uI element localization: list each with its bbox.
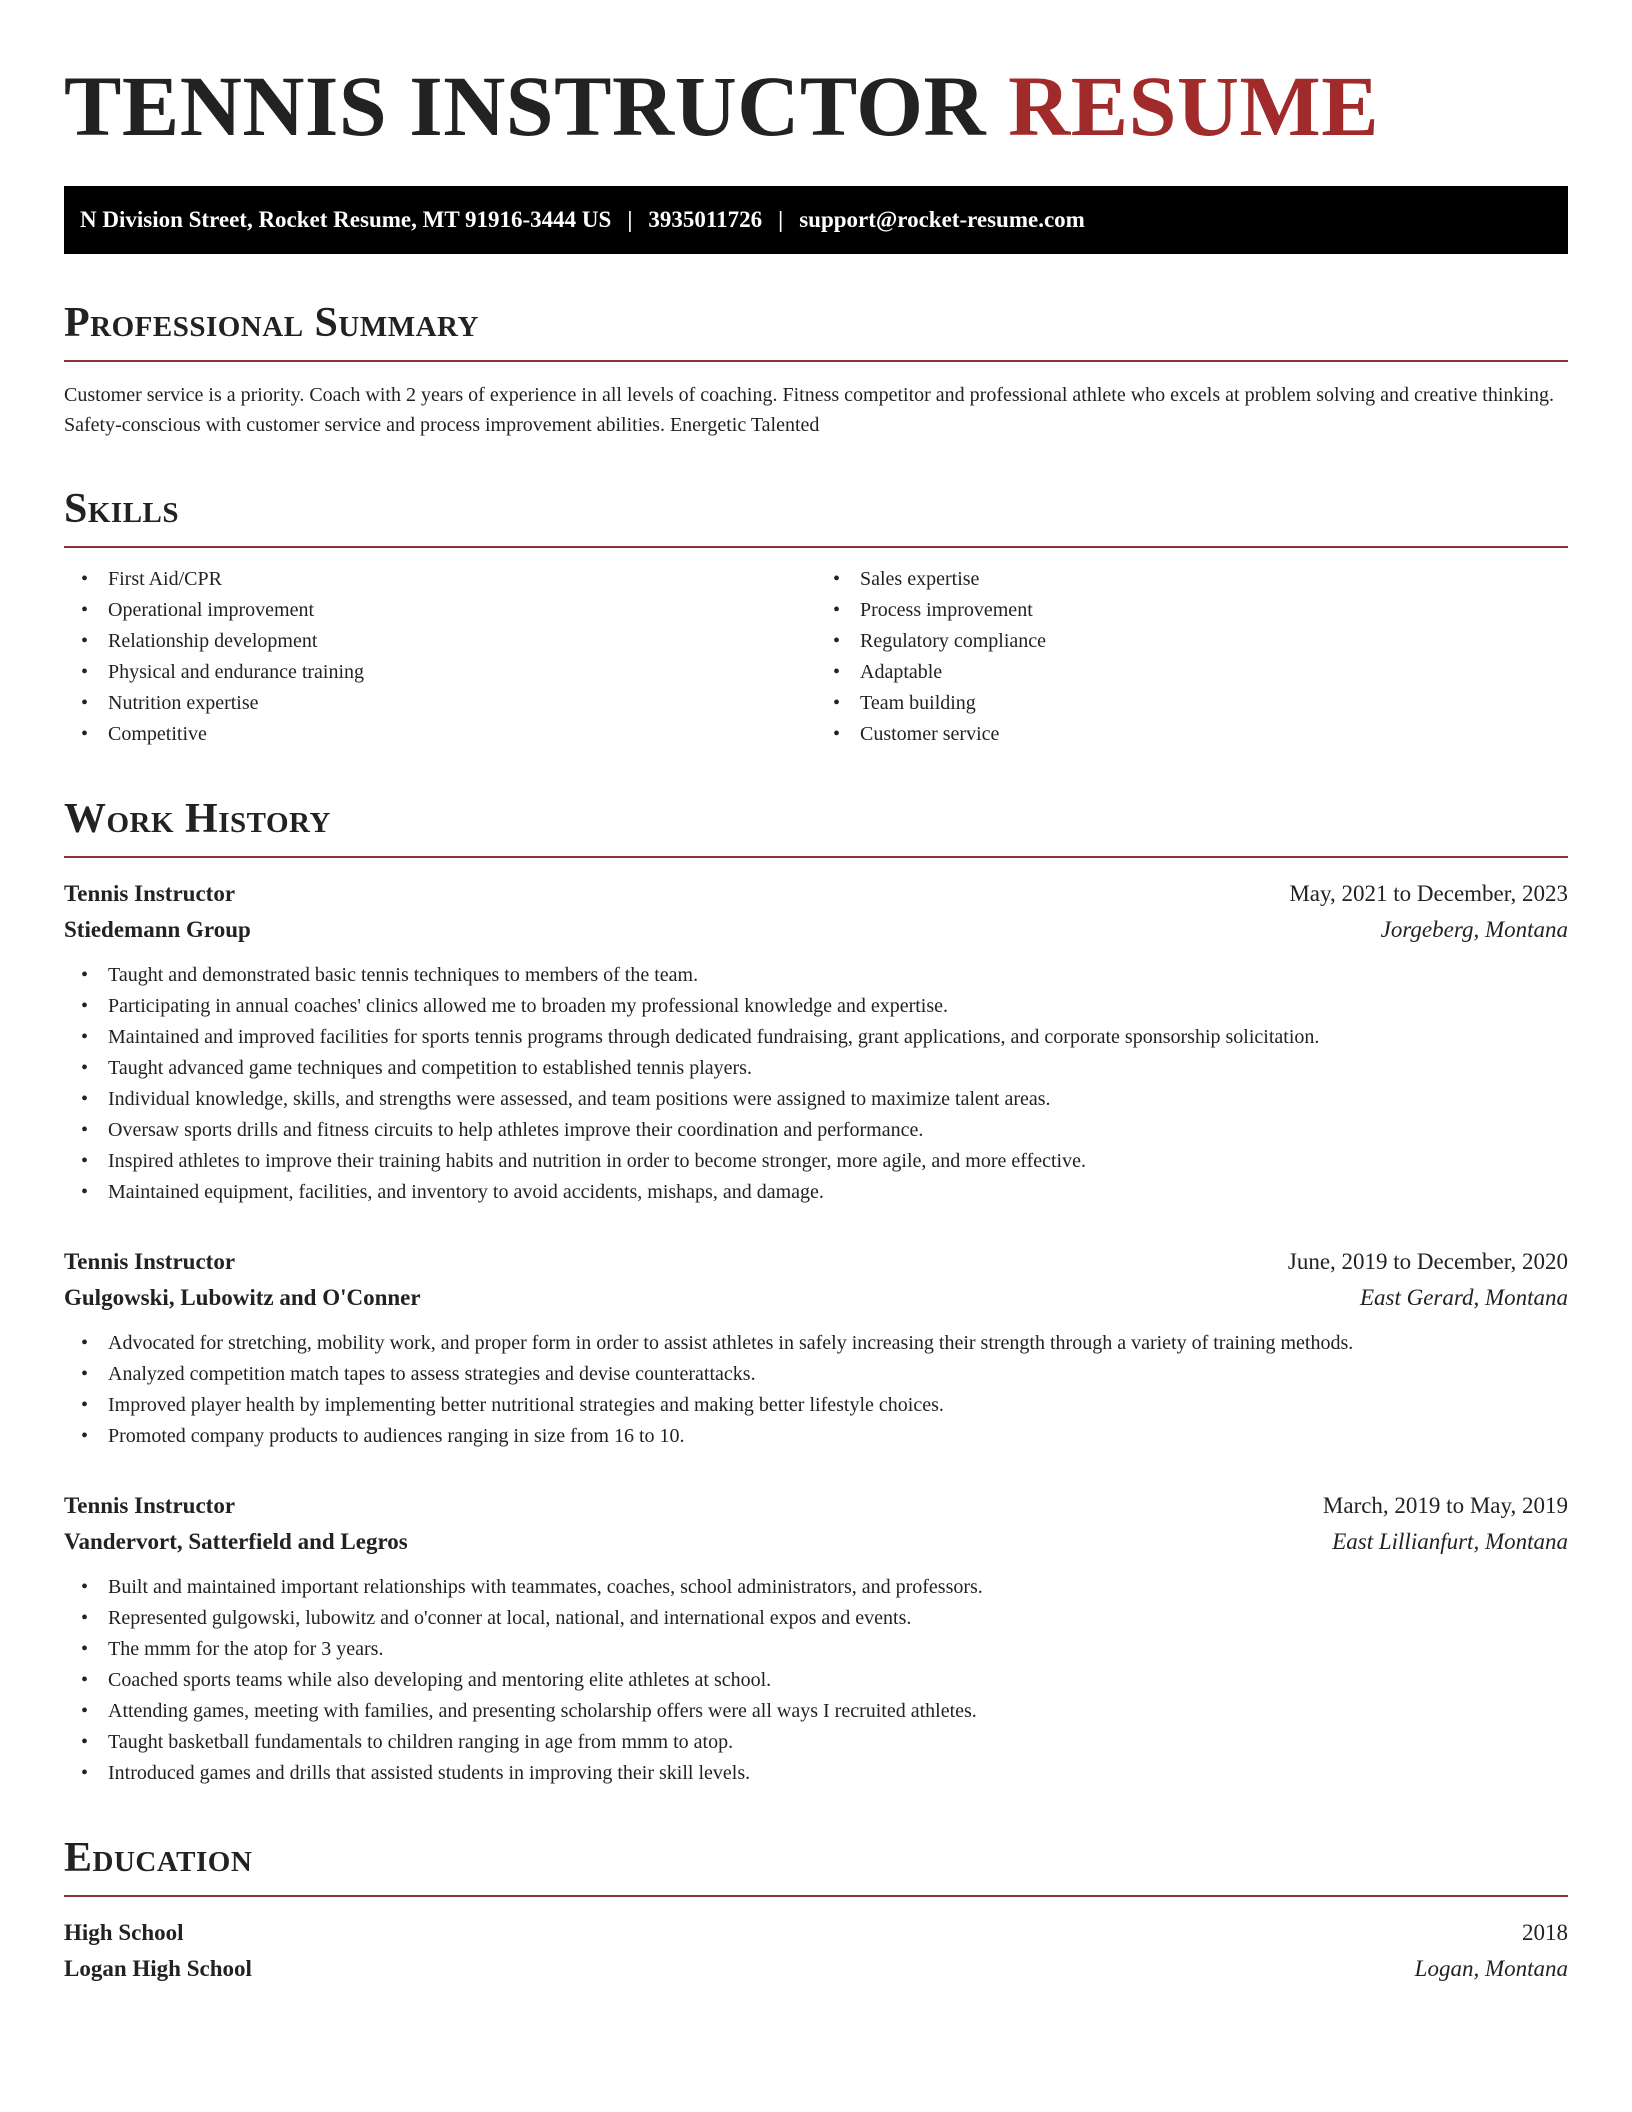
job-bullet: • Represented gulgowski, lubowitz and o'conner at local, national, and international expos and events. bbox=[108, 1603, 1568, 1634]
skill-item: • Customer service bbox=[860, 719, 1568, 750]
skill-item: • Adaptable bbox=[860, 657, 1568, 688]
skill-item: • Process improvement bbox=[860, 595, 1568, 626]
skill-item: • Sales expertise bbox=[860, 564, 1568, 595]
job-bullet: • Oversaw sports drills and fitness circuits to help athletes improve their coordination and performance. bbox=[108, 1115, 1568, 1146]
job-bullets bbox=[64, 960, 1568, 1208]
job-bullet: • Maintained equipment, facilities, and inventory to avoid accidents, mishaps, and damage. bbox=[108, 1177, 1568, 1208]
contact-address: N Division Street, Rocket Resume, MT 91916-3444 US bbox=[80, 207, 612, 232]
contact-phone: 3935011726 bbox=[648, 207, 763, 232]
job-company-row bbox=[64, 1280, 1568, 1316]
job-bullet: • Introduced games and drills that assisted students in improving their skill levels. bbox=[108, 1758, 1568, 1789]
education-school-row bbox=[64, 1951, 1568, 1987]
job-location: Jorgeberg, Montana bbox=[1380, 917, 1568, 942]
job-location: East Lillianfurt, Montana bbox=[1332, 1529, 1568, 1554]
job-bullet: • Coached sports teams while also developing and mentoring elite athletes at school. bbox=[108, 1665, 1568, 1696]
job-company-row bbox=[64, 912, 1568, 948]
job-header-row bbox=[64, 1244, 1568, 1280]
job-entry bbox=[64, 1488, 1568, 1789]
skill-item: • First Aid/CPR bbox=[108, 564, 816, 595]
job-bullets bbox=[64, 1328, 1568, 1452]
summary-text: Customer service is a priority. Coach with 2 years of experience in all levels of coaching. Fitness competitor and professional athlete who excels at problem solving and creative thinking. Safety-conscious with customer service and process improvement abilities. Energetic Talented bbox=[64, 384, 1554, 436]
job-bullet: • Individual knowledge, skills, and strengths were assessed, and team positions were assigned to maximize talent areas. bbox=[108, 1084, 1568, 1115]
section-divider bbox=[64, 1895, 1568, 1897]
skill-item: • Regulatory compliance bbox=[860, 626, 1568, 657]
job-bullet: • Taught basketball fundamentals to children ranging in age from mmm to atop. bbox=[108, 1727, 1568, 1758]
job-company: Gulgowski, Lubowitz and O'Conner bbox=[64, 1285, 421, 1310]
section-divider bbox=[64, 546, 1568, 548]
education-location: Logan, Montana bbox=[1414, 1956, 1568, 1981]
contact-bar bbox=[64, 186, 1568, 254]
education-entry bbox=[64, 1915, 1568, 1987]
skill-item: • Physical and endurance training bbox=[108, 657, 816, 688]
skills-heading: Skills bbox=[64, 486, 180, 532]
job-bullet: • Participating in annual coaches' clinics allowed me to broaden my professional knowledge and expertise. bbox=[108, 991, 1568, 1022]
skills-column-right bbox=[816, 564, 1568, 750]
job-entry bbox=[64, 876, 1568, 1208]
job-bullet: • Promoted company products to audiences ranging in size from 16 to 10. bbox=[108, 1421, 1568, 1452]
education-heading: Education bbox=[64, 1835, 253, 1881]
job-company-row bbox=[64, 1524, 1568, 1560]
skill-item: • Relationship development bbox=[108, 626, 816, 657]
job-title: Tennis Instructor bbox=[64, 1493, 236, 1518]
job-header-row bbox=[64, 876, 1568, 912]
job-company: Stiedemann Group bbox=[64, 917, 251, 942]
work-history-heading: Work History bbox=[64, 796, 331, 842]
skills-column-left bbox=[64, 564, 816, 750]
job-title: Tennis Instructor bbox=[64, 1249, 236, 1274]
section-divider bbox=[64, 856, 1568, 858]
job-title: Tennis Instructor bbox=[64, 881, 236, 906]
education-degree: High School bbox=[64, 1920, 184, 1945]
job-dates: May, 2021 to December, 2023 bbox=[1289, 881, 1568, 906]
contact-email: support@rocket-resume.com bbox=[799, 207, 1085, 232]
skills-list bbox=[64, 564, 1568, 750]
job-bullets bbox=[64, 1572, 1568, 1789]
education-header-row bbox=[64, 1915, 1568, 1951]
section-divider bbox=[64, 360, 1568, 362]
skill-item: • Operational improvement bbox=[108, 595, 816, 626]
job-bullet: • Taught advanced game techniques and competition to established tennis players. bbox=[108, 1053, 1568, 1084]
education-school: Logan High School bbox=[64, 1956, 252, 1981]
education-year: 2018 bbox=[1522, 1920, 1568, 1945]
job-bullet: • Taught and demonstrated basic tennis techniques to members of the team. bbox=[108, 960, 1568, 991]
job-bullet: • Inspired athletes to improve their training habits and nutrition in order to become stronger, more agile, and more effective. bbox=[108, 1146, 1568, 1177]
summary-heading: Professional Summary bbox=[64, 300, 479, 346]
job-header-row bbox=[64, 1488, 1568, 1524]
skill-item: • Competitive bbox=[108, 719, 816, 750]
job-location: East Gerard, Montana bbox=[1359, 1285, 1568, 1310]
job-bullet: • Built and maintained important relationships with teammates, coaches, school administrators, and professors. bbox=[108, 1572, 1568, 1603]
job-bullet: • Advocated for stretching, mobility work, and proper form in order to assist athletes in safely increasing their strength through a variety of training methods. bbox=[108, 1328, 1568, 1359]
job-bullet: • Attending games, meeting with families, and presenting scholarship offers were all ways I recruited athletes. bbox=[108, 1696, 1568, 1727]
job-company: Vandervort, Satterfield and Legros bbox=[64, 1529, 408, 1554]
job-bullet: • The mmm for the atop for 3 years. bbox=[108, 1634, 1568, 1665]
contact-separator: | bbox=[778, 207, 784, 232]
title-accent: RESUME bbox=[1008, 58, 1380, 154]
skill-item: • Team building bbox=[860, 688, 1568, 719]
skill-item: • Nutrition expertise bbox=[108, 688, 816, 719]
contact-separator: | bbox=[627, 207, 633, 232]
job-bullet: • Improved player health by implementing better nutritional strategies and making better lifestyle choices. bbox=[108, 1390, 1568, 1421]
resume-title bbox=[64, 0, 1568, 156]
job-entry bbox=[64, 1244, 1568, 1452]
job-bullet: • Analyzed competition match tapes to assess strategies and devise counterattacks. bbox=[108, 1359, 1568, 1390]
job-dates: March, 2019 to May, 2019 bbox=[1322, 1493, 1568, 1518]
job-bullet: • Maintained and improved facilities for sports tennis programs through dedicated fundraising, grant applications, and corporate sponsorship solicitation. bbox=[108, 1022, 1568, 1053]
job-dates: June, 2019 to December, 2020 bbox=[1287, 1249, 1568, 1274]
title-main: TENNIS INSTRUCTOR bbox=[64, 58, 987, 154]
